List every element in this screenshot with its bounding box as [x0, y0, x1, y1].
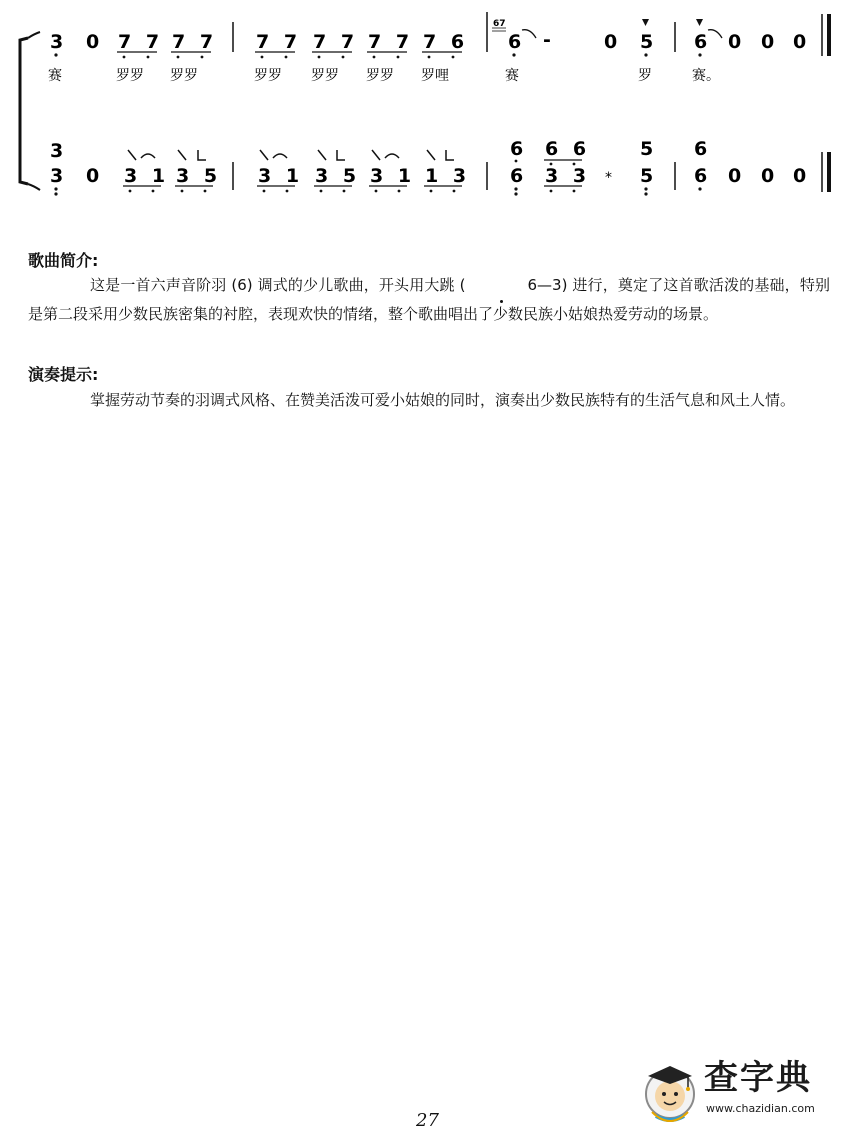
- watermark-name: 查字典: [704, 1058, 812, 1098]
- note: 5: [640, 31, 654, 53]
- lyric: 罗罗: [254, 68, 282, 84]
- note: 6: [508, 31, 522, 53]
- note: 3: [50, 165, 64, 187]
- music-score: [0, 0, 857, 200]
- note: 6: [694, 31, 708, 53]
- note: 0: [793, 31, 807, 53]
- note: 5: [640, 165, 654, 187]
- scholar-icon: [638, 1050, 702, 1128]
- low-six-note: 6: [466, 271, 538, 300]
- watermark-logo: [638, 1050, 843, 1128]
- lyric: 罗哩: [421, 68, 449, 84]
- note: 6: [694, 138, 708, 160]
- note: 0: [761, 165, 775, 187]
- note: 7 7: [256, 31, 302, 53]
- intro-heading: 歌曲简介:: [28, 251, 99, 270]
- note: 6: [510, 165, 524, 187]
- note: 5: [640, 138, 654, 160]
- note: 3 5: [176, 165, 222, 187]
- note: 3: [50, 140, 64, 162]
- note: 0: [604, 31, 618, 53]
- note: 3 3: [545, 165, 591, 187]
- lyric: 罗罗: [116, 68, 144, 84]
- note: 6 6: [545, 138, 591, 160]
- note: 7 7: [172, 31, 218, 53]
- note: 3: [50, 31, 64, 53]
- watermark-url: www.chazidian.com: [706, 1102, 815, 1115]
- intro-paragraph: [28, 271, 830, 329]
- note: -: [543, 29, 551, 51]
- lyric: 赛。: [692, 68, 720, 84]
- note: 3 1: [370, 165, 416, 187]
- note: 3 5: [315, 165, 361, 187]
- lyric: 赛: [505, 68, 519, 84]
- lyric: 罗: [638, 68, 652, 84]
- lyric: 赛: [48, 68, 62, 84]
- note: 7 6: [423, 31, 469, 53]
- note: 0: [728, 31, 742, 53]
- intro-text-after: —3) 进行，奠定了这首歌活泼的基础，特别是第二段采用少数民族密集的衬腔，表现欢快的情绪，整个歌曲唱出了少数民族小姑娘热爱劳动的场景。: [28, 276, 830, 323]
- note: 7 7: [118, 31, 164, 53]
- breath-mark: *: [605, 170, 612, 186]
- tips-heading: 演奏提示:: [28, 365, 99, 384]
- note: 3 1: [258, 165, 304, 187]
- lyric: 罗罗: [170, 68, 198, 84]
- intro-text-before: 这是一首六声音阶羽 (6) 调式的少儿歌曲，开头用大跳 (: [90, 276, 466, 294]
- note: 0: [793, 165, 807, 187]
- note: 7 7: [313, 31, 359, 53]
- tips-paragraph: 掌握劳动节奏的羽调式风格、在赞美活泼可爱小姑娘的同时，演奏出少数民族特有的生活气息和风土人情。: [90, 391, 796, 409]
- note: 1 3: [425, 165, 471, 187]
- note: 0: [761, 31, 775, 53]
- note: 3 1: [124, 165, 170, 187]
- grace-notes: 67: [493, 19, 506, 29]
- note: 6: [694, 165, 708, 187]
- note: 0: [728, 165, 742, 187]
- note: 6: [510, 138, 524, 160]
- note: 0: [86, 31, 100, 53]
- lyric: 罗罗: [366, 68, 394, 84]
- lyric: 罗罗: [311, 68, 339, 84]
- note: 0: [86, 165, 100, 187]
- page-number: 27: [416, 1110, 439, 1131]
- system-bracket: [20, 38, 28, 184]
- note: 7 7: [368, 31, 414, 53]
